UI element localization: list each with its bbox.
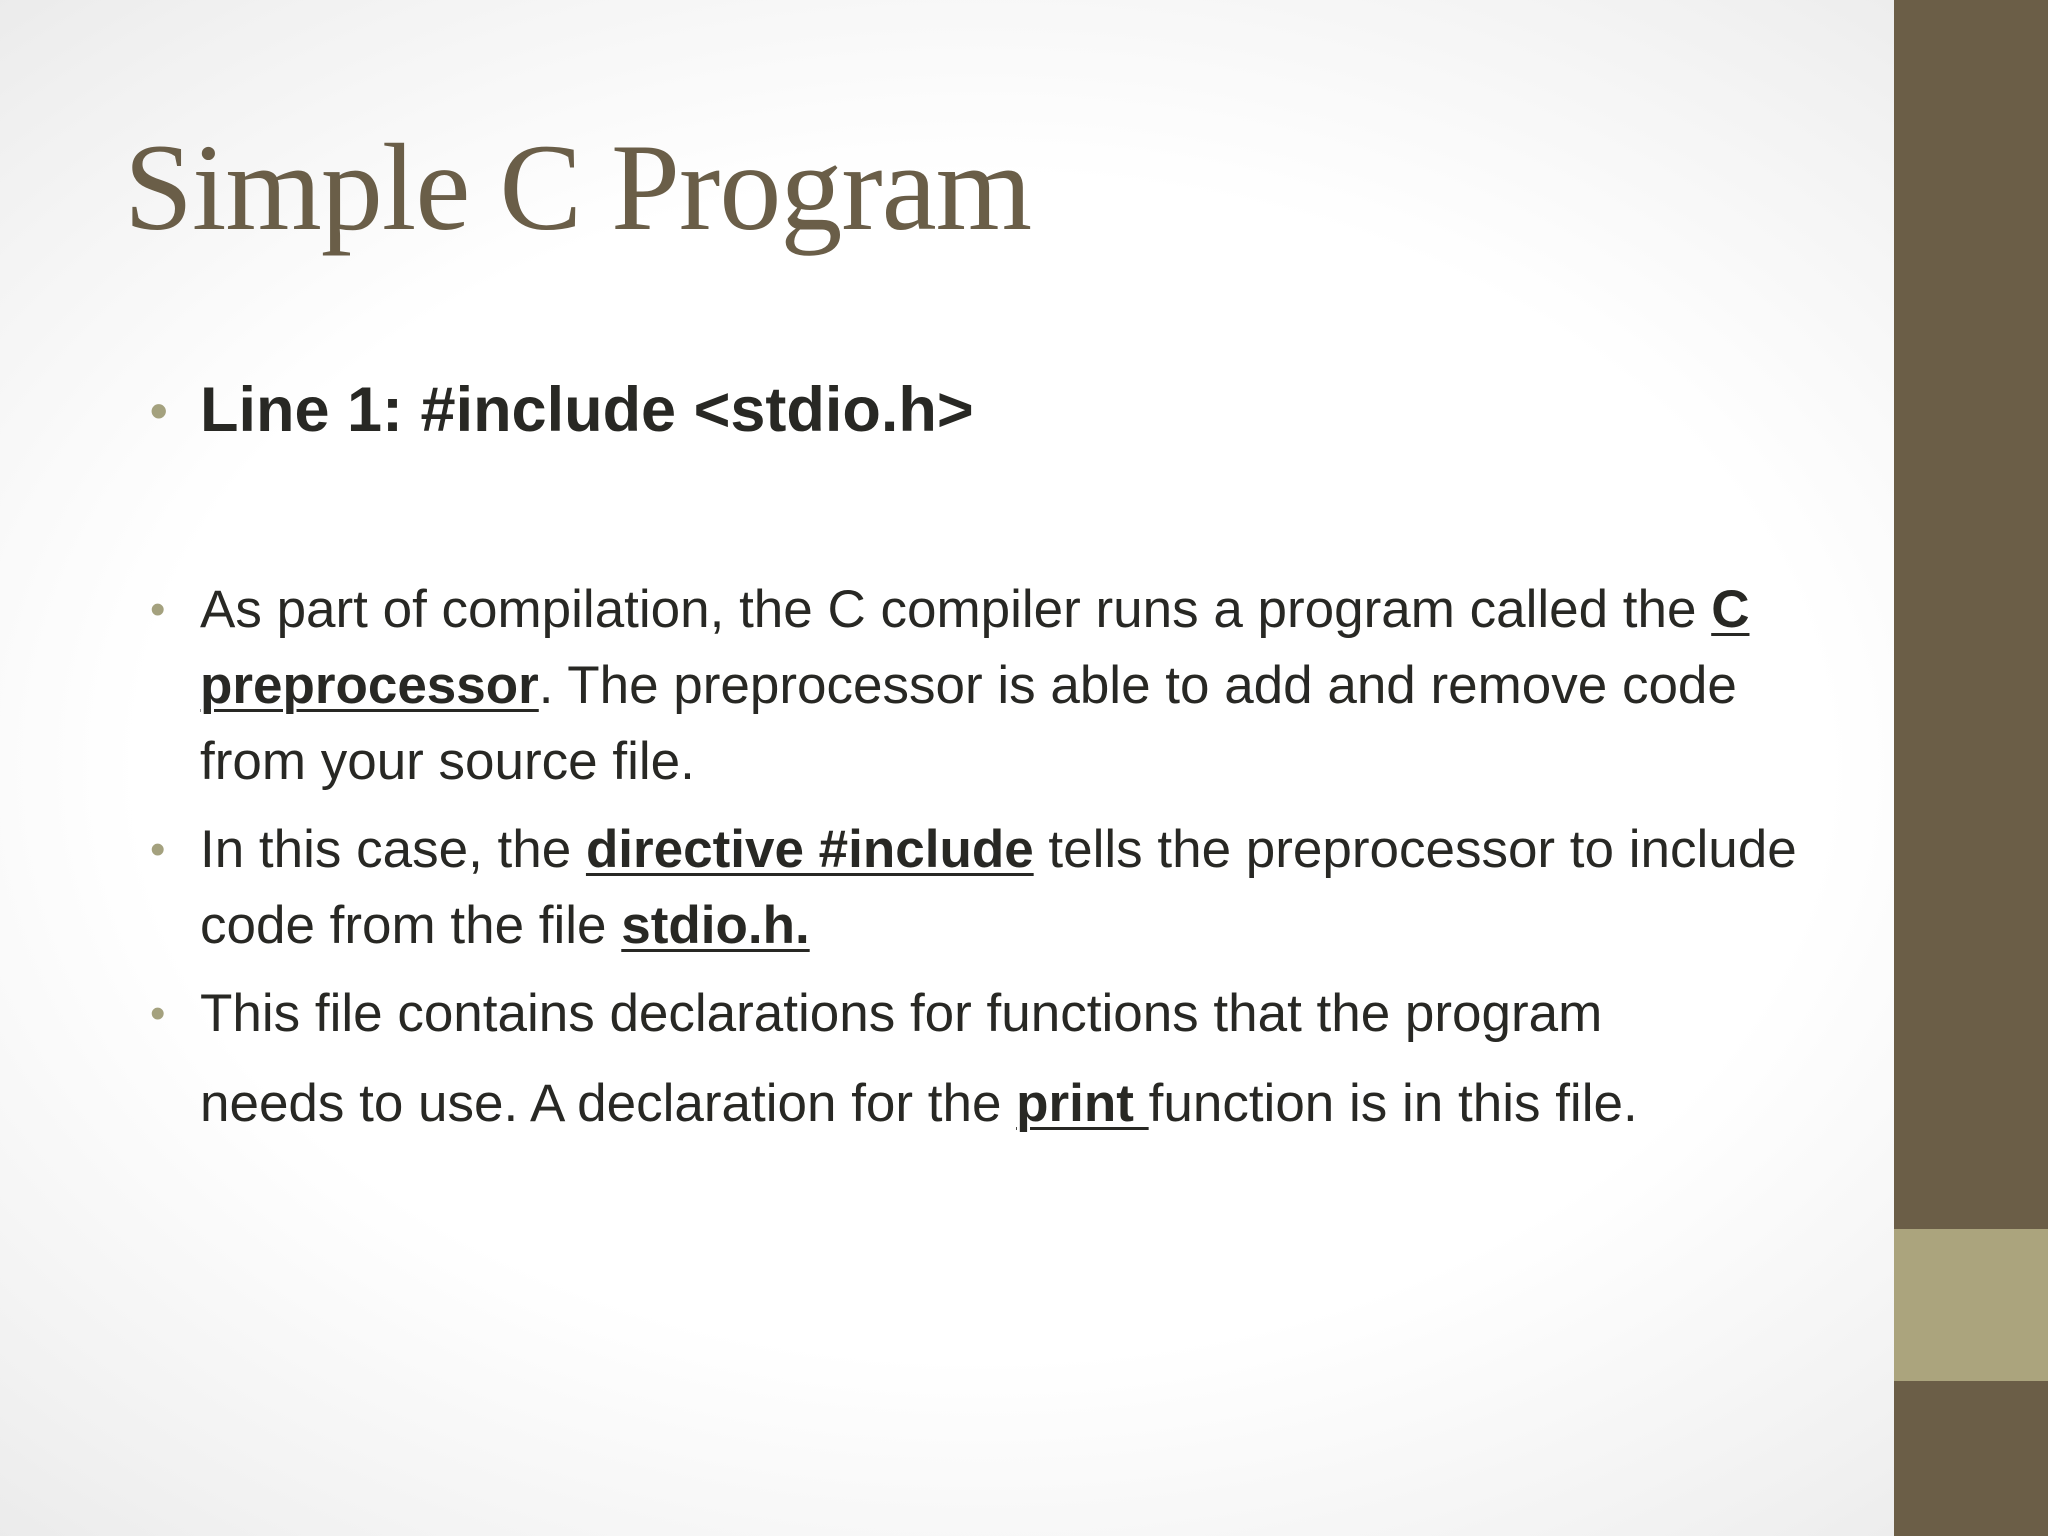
bullet-text: In this case, the [200,819,586,879]
bullet-dot-icon: • [150,824,166,874]
bullet-directive [150,812,1850,964]
slide-title: Simple C Program [124,119,1032,256]
bullet-heading-text: Line 1: #include <stdio.h> [200,375,974,445]
bullet-text: As part of compilation, the C compiler runs a program called the [200,579,1712,639]
bullet-text-line-2 [200,1066,1850,1142]
emphasis-c-preprocessor: C preprocessor [200,579,1750,715]
bullet-text: tells the preprocessor to include code from the file [200,819,1797,955]
bullet-text: . The preprocessor is able to add and remove code from your source file. [200,655,1737,791]
bullet-heading [150,370,1850,452]
emphasis-stdio-h: stdio.h. [621,895,810,955]
bullet-dot-icon: • [150,988,166,1038]
bullet-text: function is in this file. [1148,1073,1638,1133]
bullet-list [150,370,1850,1154]
bullet-text: This file contains declarations for functions that the program [200,983,1603,1043]
bullet-dot-icon: • [150,383,168,439]
bullet-text: needs to use. A declaration for the [200,1073,1017,1133]
emphasis-print: print [1016,1073,1149,1133]
bullet-dot-icon: • [150,584,166,634]
bullet-preprocessor [150,572,1850,800]
emphasis-directive-include: directive #include [585,819,1034,879]
sidebar-accent-block [1894,1229,2048,1381]
sidebar-decoration [1894,0,2048,1536]
bullet-declarations [150,976,1850,1142]
